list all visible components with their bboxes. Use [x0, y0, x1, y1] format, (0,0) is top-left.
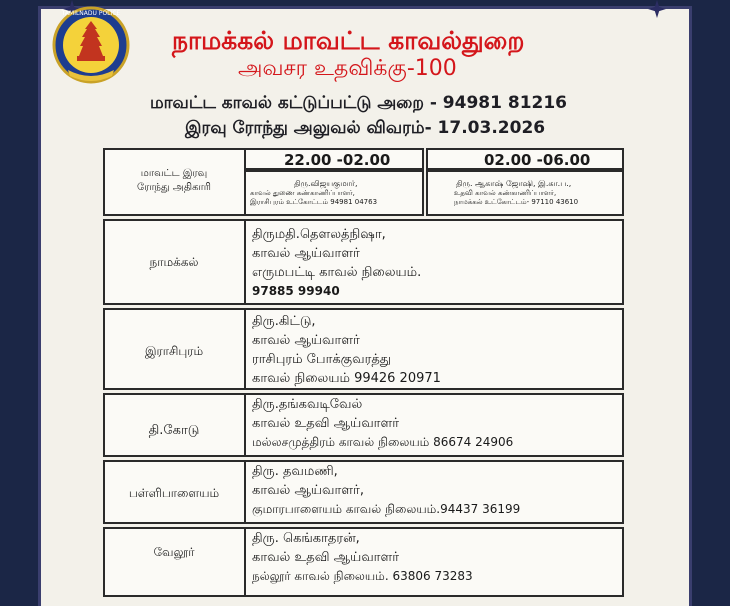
officer-label-cell	[103, 148, 246, 216]
officer-line: காவல் ஆய்வாளர்,	[252, 483, 364, 498]
officer-line: திரு.கிட்டு,	[252, 314, 316, 329]
shift-time-cell	[244, 148, 424, 170]
area-cell	[103, 219, 246, 305]
svg-text:TAMILNADU POLICE: TAMILNADU POLICE	[61, 10, 121, 17]
officer-line: குமாரபாளையம் காவல் நிலையம்.94437 36199	[252, 502, 521, 516]
shift-time: 22.00 -02.00	[284, 151, 391, 169]
officer-line: எருமபட்டி காவல் நிலையம்.	[252, 265, 422, 280]
officer-line: திரு. தவமணி,	[252, 464, 338, 479]
officer-line: நல்லூர் காவல் நிலையம். 63806 73283	[252, 569, 473, 583]
area-name: இராசிபுரம்	[144, 344, 204, 358]
officer-cell	[244, 460, 624, 524]
police-emblem-icon	[52, 4, 130, 86]
officer-cell	[244, 219, 624, 305]
shift-time: 02.00 -06.00	[484, 151, 591, 169]
officer-label-line: ரோந்து அதிகாரி	[137, 182, 211, 193]
officer-cell	[244, 527, 624, 597]
area-cell	[103, 393, 246, 457]
area-name: பள்ளிபாளையம்	[128, 486, 220, 500]
officer-label-line: மாவட்ட இரவு	[140, 168, 208, 179]
emergency-line: அவசர உதவிக்கு-100	[238, 56, 457, 81]
officer-cell	[244, 308, 624, 390]
area-name: தி.கோடு	[148, 423, 200, 438]
officer-line: திருமதி.தௌலத்நிஷா,	[252, 227, 386, 242]
officer-line: திரு. கெங்காதரன்,	[252, 531, 360, 546]
officer-line: காவல் ஆய்வாளர்	[252, 333, 360, 348]
shift-officer-cell	[426, 170, 624, 216]
officer-line: காவல் உதவி ஆய்வாளர்	[252, 550, 399, 565]
officer-line: காவல் ஆய்வாளர்	[252, 246, 360, 261]
officer-line: திரு.தங்கவடிவேல்	[252, 397, 363, 412]
officer-detail: நாமக்கல் உட்கோட்டம்- 97110 43610	[454, 198, 579, 206]
officer-detail: திரு. ஆகாஷ் ஜோஷி, இ.கா.ப.,	[456, 179, 572, 188]
control-room-line: மாவட்ட காவல் கட்டுப்பட்டு அறை - 94981 81216	[150, 93, 568, 113]
page-title: நாமக்கல் மாவட்ட காவல்துறை	[172, 26, 525, 55]
area-cell	[103, 527, 246, 597]
officer-detail: காவல் துணை கண்காணிப்பாளர்,	[250, 189, 355, 197]
officer-detail: திரு.விஜயகுமார்,	[294, 179, 358, 188]
officer-detail: உதவி காவல் கண்காணிப்பாளர்,	[454, 189, 557, 197]
area-cell	[103, 460, 246, 524]
officer-line: ராசிபுரம் போக்குவரத்து	[252, 352, 392, 367]
officer-line: காவல் நிலையம் 99426 20971	[252, 371, 441, 386]
officer-cell	[244, 393, 624, 457]
area-name: வேலூர்	[153, 545, 195, 559]
officer-line: காவல் உதவி ஆய்வாளர்	[252, 416, 399, 431]
officer-line: 97885 99940	[252, 284, 340, 298]
officer-detail: இராசிபுரம் உட்கோட்டம் 94981 04763	[250, 198, 378, 206]
duty-date-line: இரவு ரோந்து அலுவல் விவரம்- 17.03.2026	[185, 118, 546, 138]
officer-line: மல்லசமுத்திரம் காவல் நிலையம் 86674 24906	[252, 435, 514, 449]
area-cell	[103, 308, 246, 390]
shift-time-cell	[426, 148, 624, 170]
area-name: நாமக்கல்	[149, 255, 199, 269]
shift-officer-cell	[244, 170, 424, 216]
